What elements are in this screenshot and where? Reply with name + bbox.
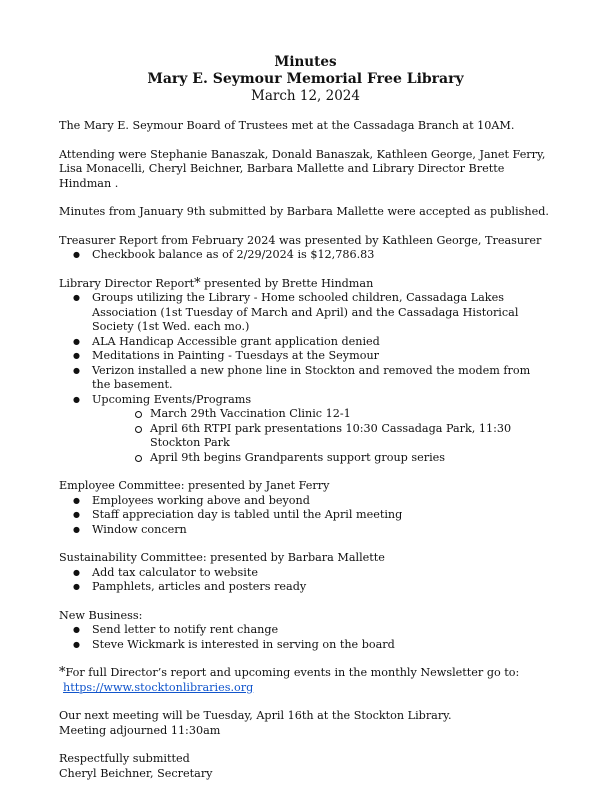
organization-name: Mary E. Seymour Memorial Free Library	[147, 71, 464, 87]
new-business-section	[59, 609, 552, 653]
employee-committee-section	[59, 479, 552, 537]
footnote-asterisk: *	[59, 665, 66, 680]
list-item: ● Checkbook balance as of 2/29/2024 is $12,786.83	[59, 248, 552, 263]
list-item: ● Send letter to notify rent change	[59, 623, 552, 638]
events-sublist	[92, 407, 552, 465]
document-title: Minutes	[274, 54, 337, 70]
list-item: ● Add tax calculator to website	[59, 566, 552, 581]
event-item: April 6th RTPI park presentations 10:30 Cassadaga Park, 11:30 Stockton Park	[132, 422, 552, 451]
document-header	[59, 54, 552, 105]
upcoming-events-label: Upcoming Events/Programs	[92, 392, 252, 406]
event-item: March 29th Vaccination Clinic 12-1	[132, 407, 552, 422]
list-item: ● Staff appreciation day is tabled until the April meeting	[59, 508, 552, 523]
list-item: ● Groups utilizing the Library - Home schooled children, Cassadaga Lakes Association (1st Tuesday of March and April) and the Cassadaga Historical Society (1st Wed. each mo.)	[59, 291, 552, 335]
meeting-date: March 12, 2024	[251, 88, 360, 104]
director-list	[59, 291, 552, 465]
list-item: ● Pamphlets, articles and posters ready	[59, 580, 552, 595]
signoff	[59, 752, 552, 781]
attendance-paragraph: Attending were Stephanie Banaszak, Donald Banaszak, Kathleen George, Janet Ferry, Lisa Monacelli, Cheryl Beichner, Barbara Mallette and Library Director Brette Hindman .	[59, 147, 546, 190]
intro-paragraph: The Mary E. Seymour Board of Trustees met at the Cassadaga Branch at 10AM.	[59, 119, 515, 132]
director-heading	[59, 277, 552, 292]
previous-minutes-paragraph: Minutes from January 9th submitted by Barbara Mallette were accepted as published.	[59, 205, 549, 218]
new-business-heading: New Business:	[59, 608, 143, 622]
signoff-line: Respectfully submitted	[59, 752, 190, 765]
director-heading-text: Library Director Report	[59, 276, 195, 290]
adjourned-text: Meeting adjourned 11:30am	[59, 723, 221, 737]
list-item: ● Window concern	[59, 523, 552, 538]
newsletter-link[interactable]: https://www.stocktonlibraries.org	[63, 680, 254, 694]
footnote-asterisk: *	[194, 275, 201, 291]
list-item: ● Verizon installed a new phone line in Stockton and removed the modem from the basement.	[59, 364, 552, 393]
list-item: ● Meditations in Painting - Tuesdays at the Seymour	[59, 349, 552, 364]
employee-heading: Employee Committee: presented by Janet Ferry	[59, 479, 330, 492]
footnote-text	[59, 666, 552, 681]
new-business-list	[59, 623, 552, 652]
treasurer-section	[59, 234, 552, 263]
footnote-section	[59, 666, 552, 695]
newsletter-link-line	[59, 681, 552, 696]
treasurer-heading: Treasurer Report from February 2024 was presented by Kathleen George, Treasurer	[59, 233, 542, 247]
director-section	[59, 277, 552, 466]
director-heading-suffix: presented by Brette Hindman	[200, 276, 374, 290]
list-item-upcoming-events	[59, 393, 552, 466]
list-item: ● Steve Wickmark is interested in serving on the board	[59, 638, 552, 653]
employee-list	[59, 494, 552, 538]
sustainability-heading: Sustainability Committee: presented by Barbara Mallette	[59, 551, 385, 564]
treasurer-list	[59, 248, 552, 263]
sustainability-committee-section	[59, 551, 552, 595]
secretary-signature: Cheryl Beichner, Secretary	[59, 766, 213, 780]
footnote-body: For full Director’s report and upcoming events in the monthly Newsletter go to:	[65, 666, 520, 679]
list-item: ● Employees working above and beyond	[59, 494, 552, 509]
next-meeting-text: Our next meeting will be Tuesday, April 16th at the Stockton Library.	[59, 709, 452, 722]
list-item: ● ALA Handicap Accessible grant application denied	[59, 335, 552, 350]
sustainability-list	[59, 566, 552, 595]
event-item: April 9th begins Grandparents support group series	[132, 451, 552, 466]
